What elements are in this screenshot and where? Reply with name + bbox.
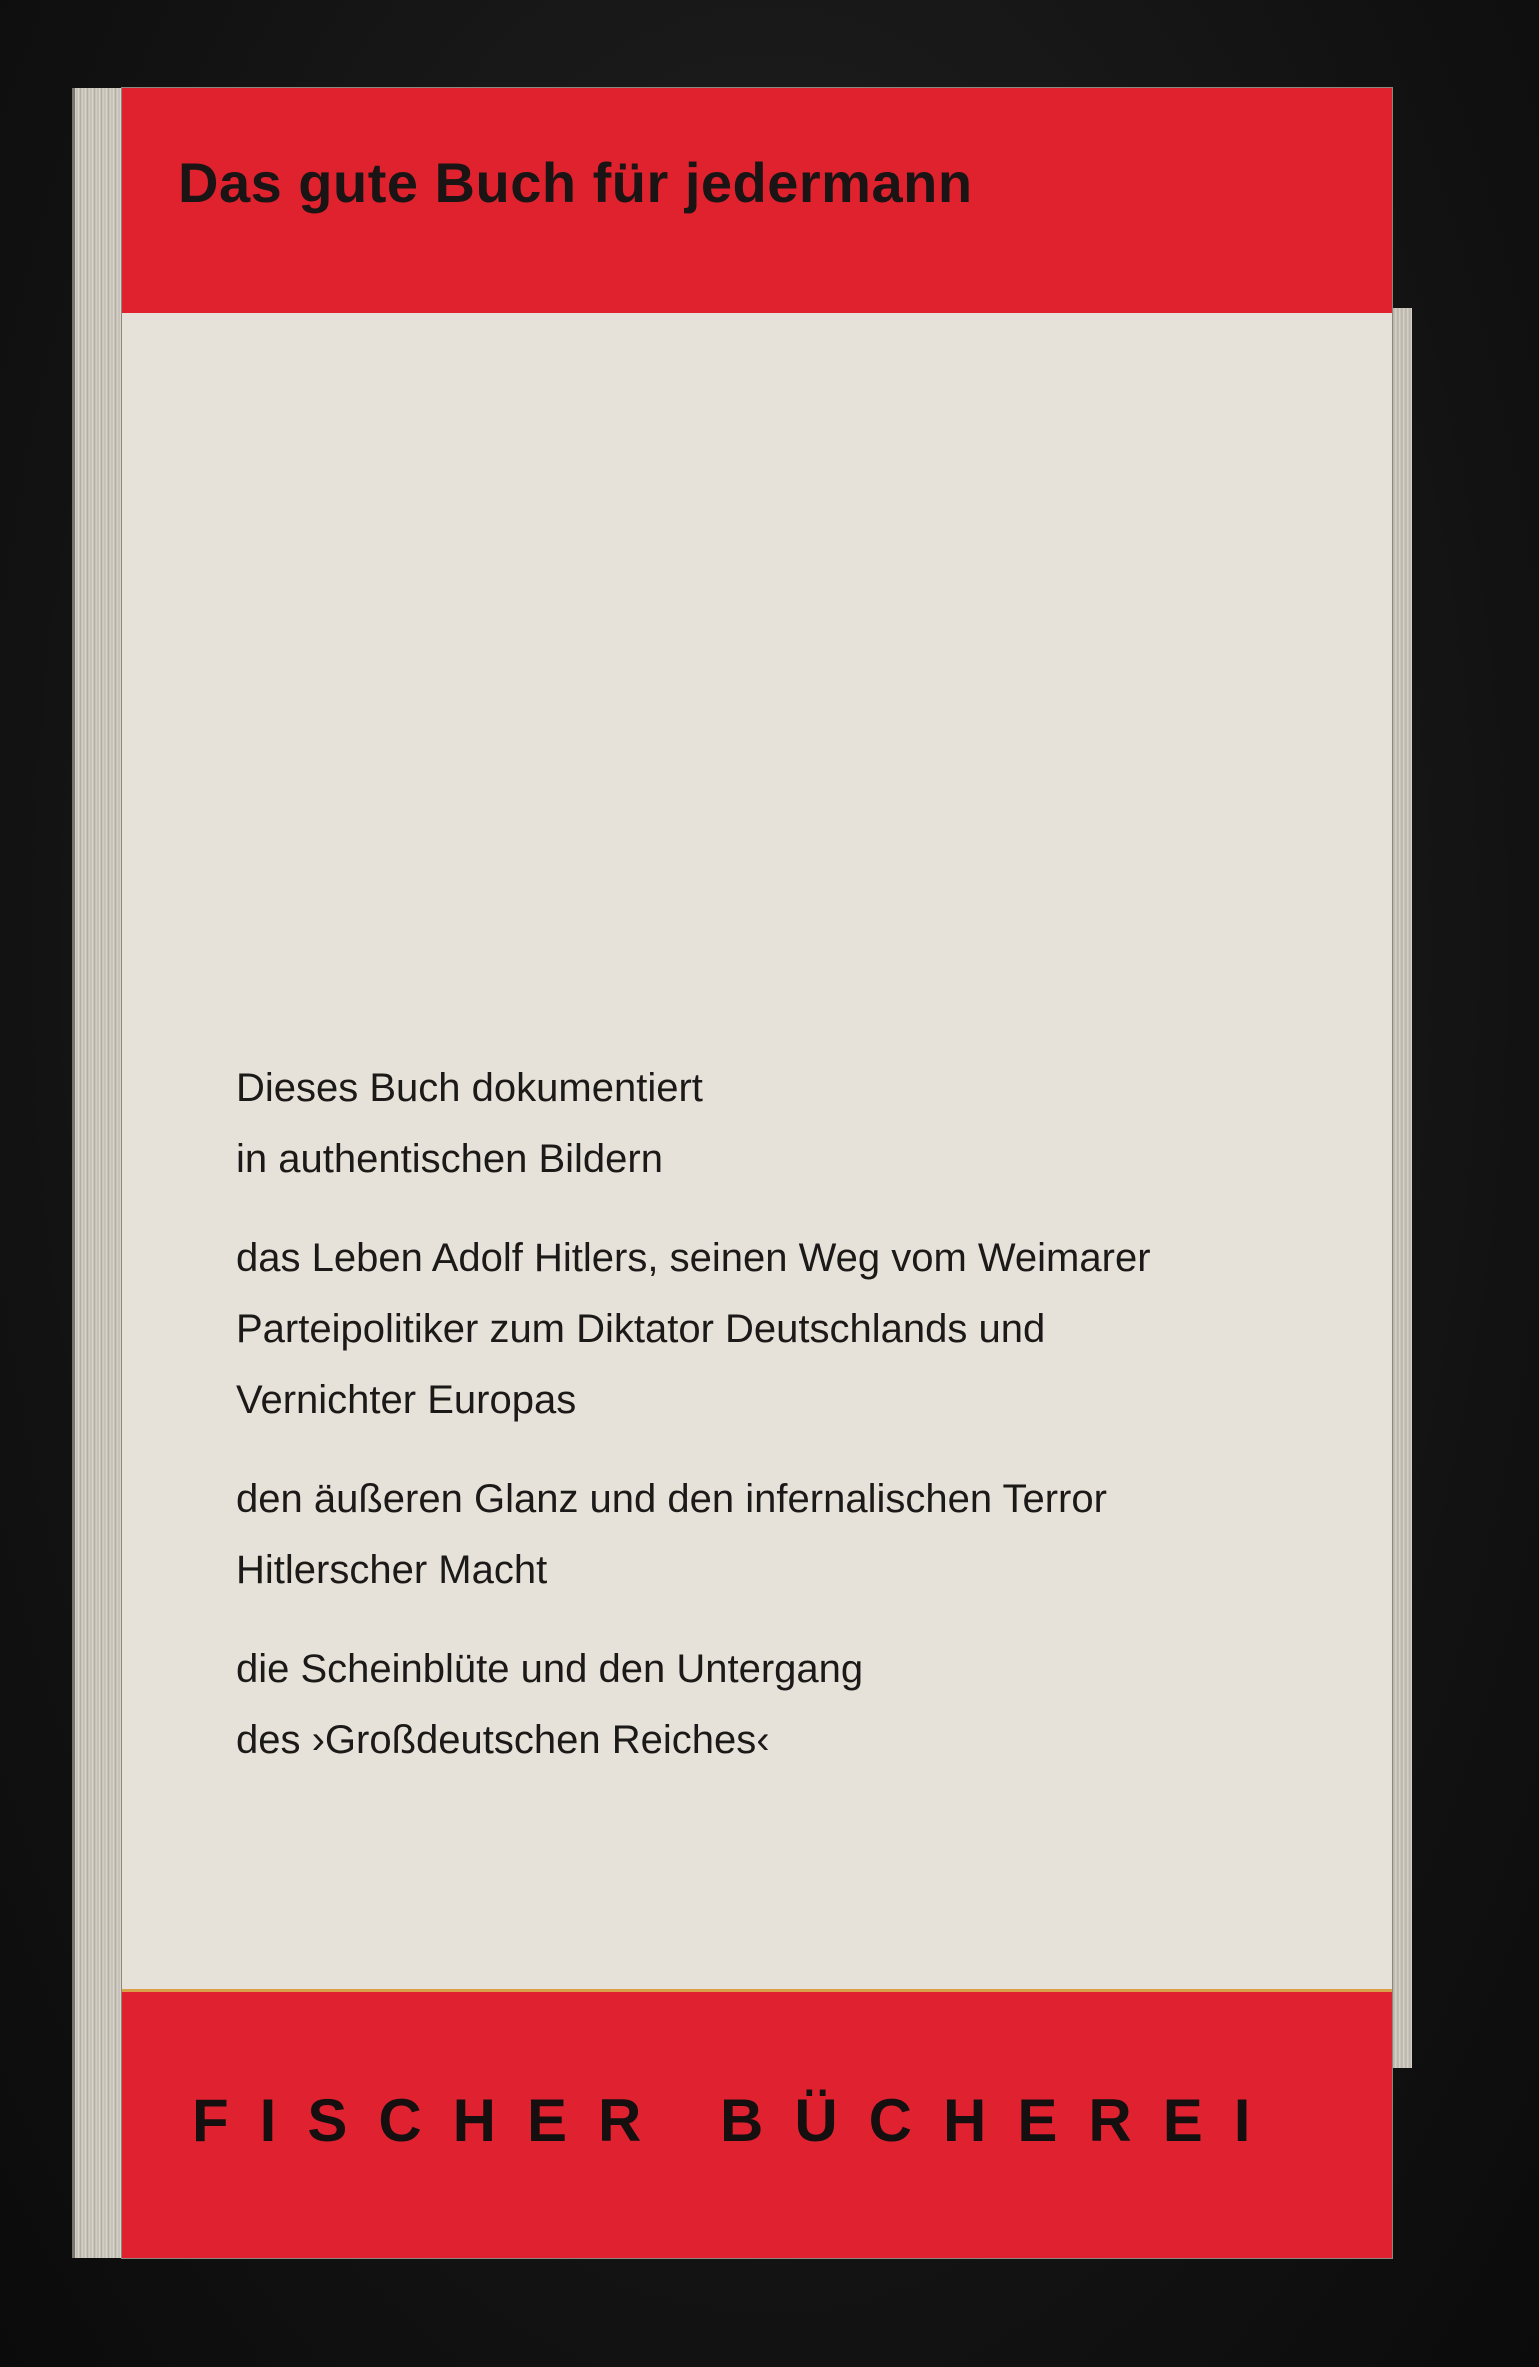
blurb-line: des ›Großdeutschen Reiches‹ — [236, 1718, 770, 1762]
blurb-line: Hitlerscher Macht — [236, 1548, 548, 1592]
blurb-paragraph — [236, 1634, 1336, 1776]
page-edges-right — [1392, 308, 1412, 2068]
blurb-line: Dieses Buch dokumentiert — [236, 1066, 703, 1110]
book-back-cover — [72, 88, 1412, 2258]
blurb-text — [236, 1053, 1336, 1804]
blurb-line: in authentischen Bildern — [236, 1137, 663, 1181]
cover-panel — [122, 88, 1392, 2258]
blurb-line: Parteipolitiker zum Diktator Deutschlands und — [236, 1307, 1046, 1351]
publisher-name: FISCHER BÜCHEREI — [192, 2087, 1282, 2154]
blurb-line: Vernichter Europas — [236, 1378, 577, 1422]
top-red-band — [122, 88, 1392, 313]
bottom-red-band — [122, 1989, 1392, 2258]
blurb-paragraph — [236, 1053, 1336, 1195]
blurb-line: den äußeren Glanz und den infernalischen Terror — [236, 1477, 1107, 1521]
blurb-paragraph — [236, 1223, 1336, 1436]
blurb-line: das Leben Adolf Hitlers, seinen Weg vom Weimarer — [236, 1236, 1151, 1280]
blurb-line: die Scheinblüte und den Untergang — [236, 1647, 864, 1691]
series-title: Das gute Buch für jedermann — [178, 151, 973, 214]
blurb-paragraph — [236, 1464, 1336, 1606]
